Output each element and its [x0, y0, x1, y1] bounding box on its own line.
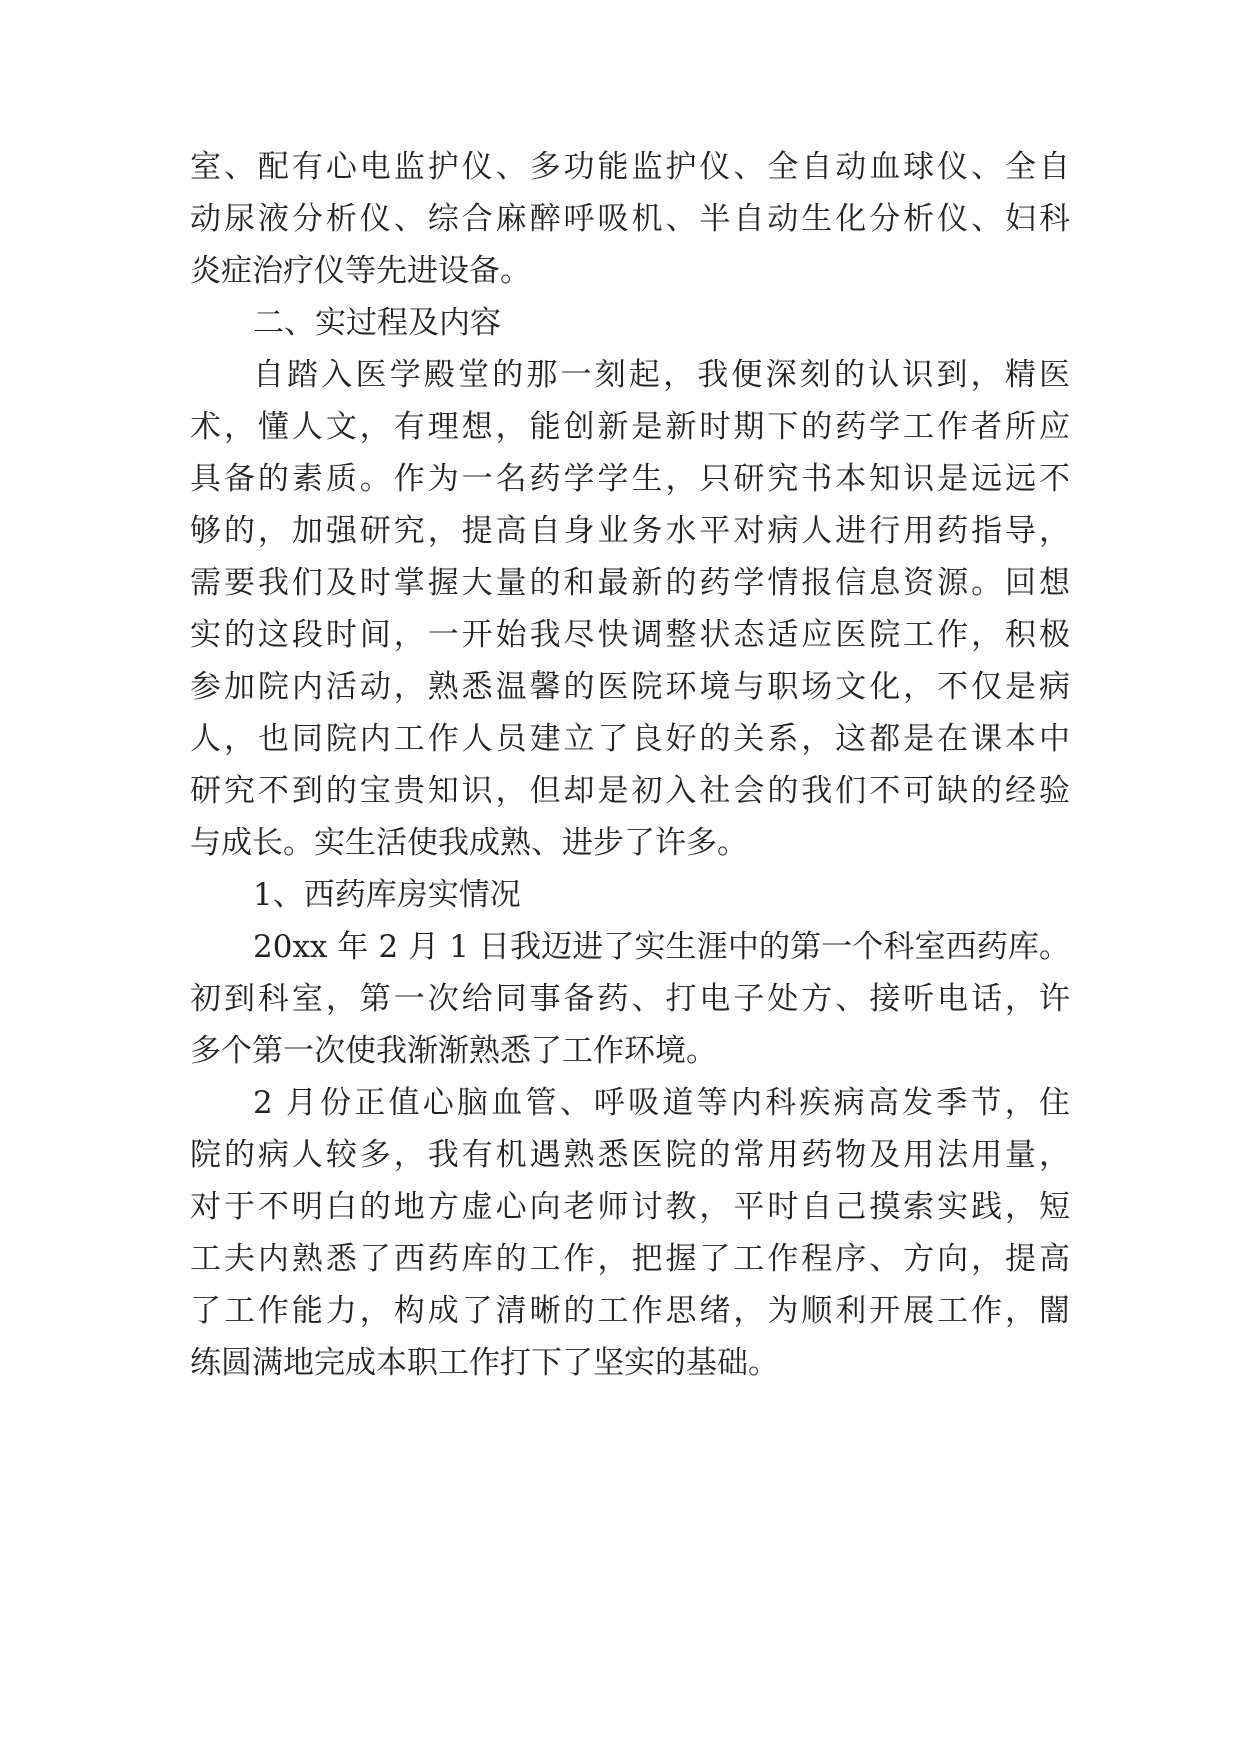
text-line: 炎症治疗仪等先进设备。 [190, 253, 531, 289]
text-line: 多个第一次使我渐渐熟悉了工作环境。 [190, 1033, 717, 1069]
text-line: 术，懂人文，有理想，能创新是新时期下的药学工作者所应 [190, 409, 1070, 445]
text-line: 与成长。实生活使我成熟、进步了许多。 [190, 825, 748, 861]
text-line: 对于不明白的地方虚心向老师讨教，平时自己摸索实践，短 [190, 1189, 1070, 1225]
text-line: 20xx 年 2 月 1 日我迈进了实生涯中的第一个科室西药库。 [253, 929, 1070, 965]
text-line: 自踏入医学殿堂的那一刻起，我便深刻的认识到，精医 [253, 357, 1070, 393]
text-line: 练圆满地完成本职工作打下了坚实的基础。 [190, 1345, 779, 1381]
text-line: 室、配有心电监护仪、多功能监护仪、全自动血球仪、全自 [190, 149, 1070, 185]
text-line: 工夫内熟悉了西药库的工作，把握了工作程序、方向，提高 [190, 1241, 1070, 1277]
section-heading: 二、实过程及内容 [253, 305, 501, 341]
text-line: 具备的素质。作为一名药学学生，只研究书本知识是远远不 [190, 461, 1070, 497]
text-line: 研究不到的宝贵知识，但却是初入社会的我们不可缺的经验 [190, 773, 1070, 809]
text-line: 了工作能力，构成了清晰的工作思绪，为顺利开展工作，闇 [190, 1293, 1070, 1329]
text-line: 动尿液分析仪、综合麻醉呼吸机、半自动生化分析仪、妇科 [190, 201, 1070, 237]
text-line: 初到科室，第一次给同事备药、打电子处方、接听电话，许 [190, 981, 1070, 1017]
subsection-heading: 1、西药库房实情况 [253, 877, 521, 913]
text-line: 够的，加强研究，提高自身业务水平对病人进行用药指导， [190, 513, 1070, 549]
text-line: 人，也同院内工作人员建立了良好的关系，这都是在课本中 [190, 721, 1070, 757]
text-line: 2 月份正值心脑血管、呼吸道等内科疾病高发季节，住 [253, 1085, 1070, 1121]
text-line: 实的这段时间，一开始我尽快调整状态适应医院工作，积极 [190, 617, 1070, 653]
text-line: 院的病人较多，我有机遇熟悉医院的常用药物及用法用量， [190, 1137, 1070, 1173]
text-line: 需要我们及时掌握大量的和最新的药学情报信息资源。回想 [190, 565, 1070, 601]
text-line: 参加院内活动，熟悉温馨的医院环境与职场文化，不仅是病 [190, 669, 1070, 705]
